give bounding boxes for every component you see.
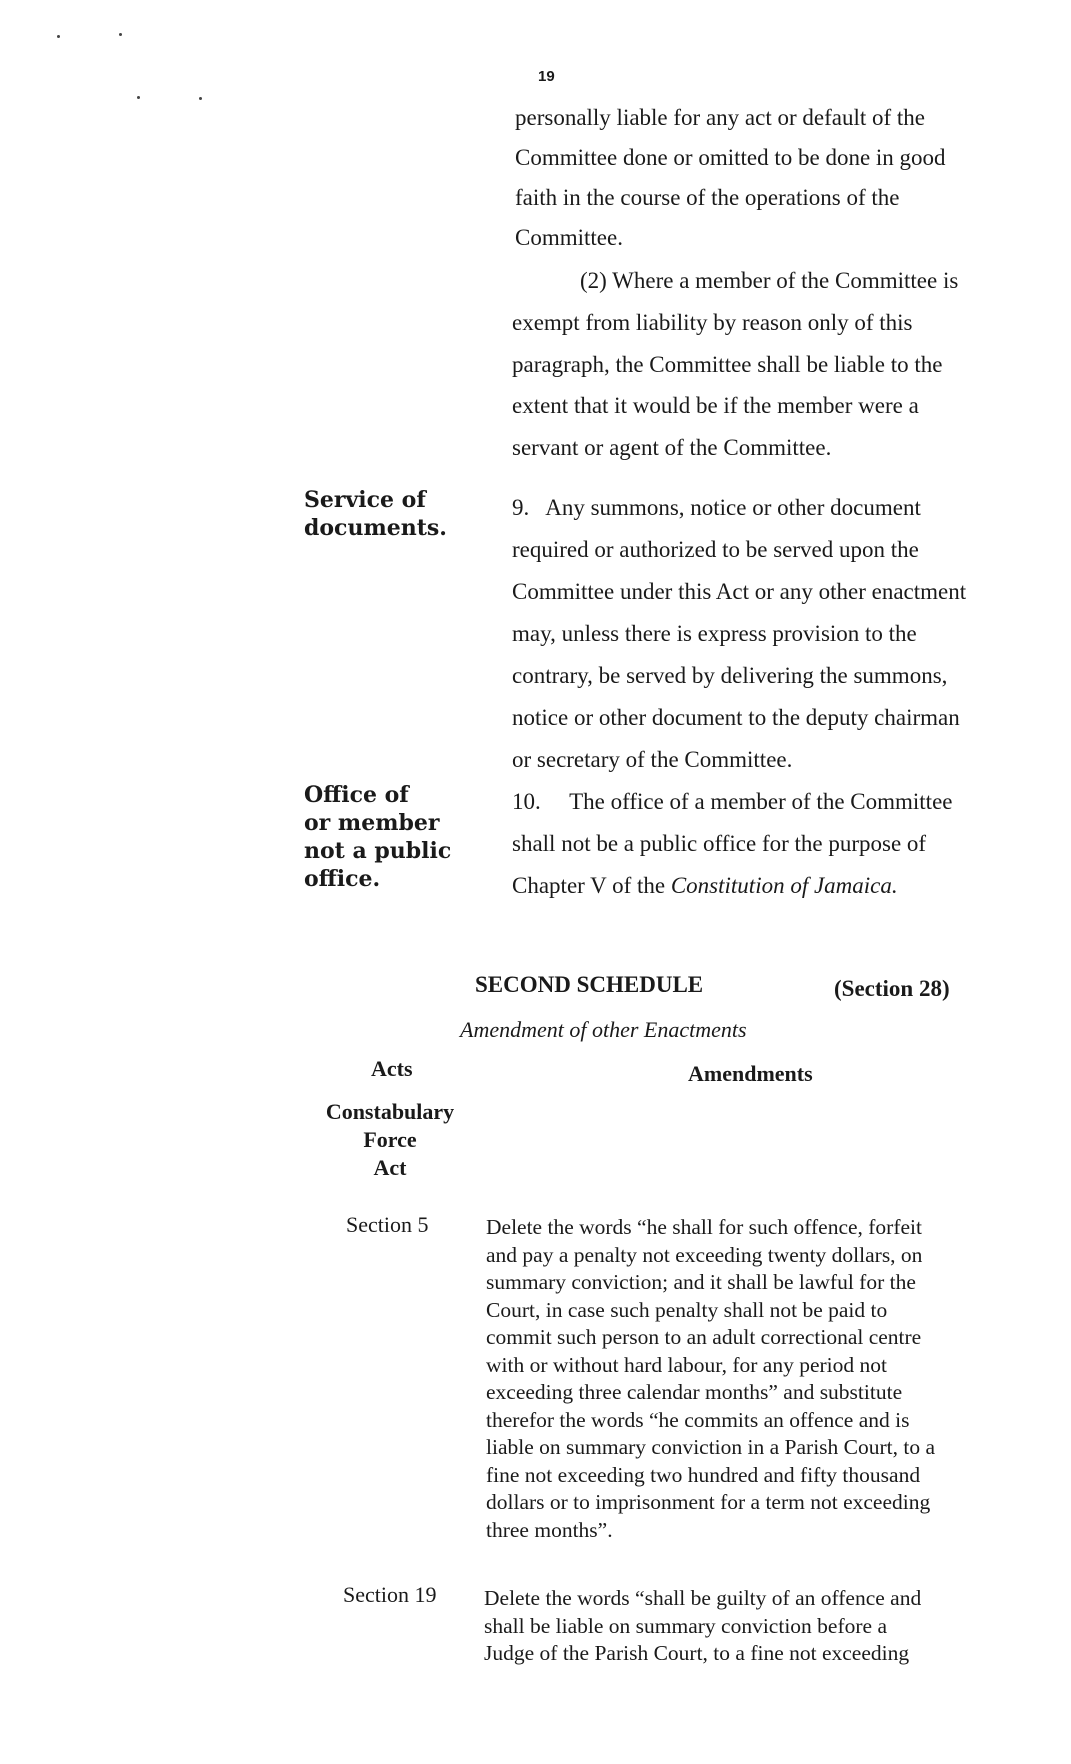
body-line: personally liable for any act or default of the (515, 105, 926, 130)
margin-note-line: Service of (304, 487, 426, 513)
body-line (512, 873, 898, 899)
amendment-line: shall be liable on summary conviction before a (484, 1613, 887, 1638)
act-name-line: Force (363, 1127, 417, 1152)
margin-note-line: office. (304, 866, 381, 892)
margin-note-line: Office of (304, 782, 409, 808)
amendment-line: fine not exceeding two hundred and fifty thousand (486, 1462, 921, 1487)
amendment-line: liable on summary conviction in a Parish Court, to a (486, 1435, 936, 1459)
scan-speck (57, 35, 60, 38)
amendment-line: with or without hard labour, for any period not (486, 1352, 887, 1377)
amendment-line: three months”. (486, 1517, 613, 1542)
page-number: 19 (538, 68, 555, 85)
body-line: paragraph, the Committee shall be liable to the (512, 352, 943, 377)
schedule-subtitle: Amendment of other Enactments (460, 1017, 747, 1042)
schedule-title: SECOND SCHEDULE (475, 972, 704, 997)
body-line: Committee done or omitted to be done in good (515, 145, 946, 170)
body-line: contrary, be served by delivering the summons, (512, 663, 948, 688)
paragraph-9-line: 9. Any summons, notice or other document (512, 495, 921, 520)
act-name-line: Constabulary (325, 1099, 455, 1124)
amendment-line: exceeding three calendar months” and substitute (486, 1380, 903, 1404)
column-header-acts: Acts (371, 1056, 413, 1081)
amendment-line: Judge of the Parish Court, to a fine not exceeding (484, 1641, 910, 1665)
paragraph-10-line: 10. The office of a member of the Committee (512, 789, 953, 814)
amendment-line: dollars or to imprisonment for a term not exceeding (486, 1490, 931, 1514)
body-line: Committee. (515, 225, 623, 250)
section-label: Section 5 (346, 1212, 429, 1237)
constitution-title: Constitution of Jamaica. (670, 873, 898, 898)
amendment-line: Court, in case such penalty shall not be paid to (486, 1297, 888, 1322)
body-line: shall not be a public office for the purpose of (512, 831, 927, 856)
amendment-line: Delete the words “shall be guilty of an offence and (484, 1586, 922, 1610)
column-header-amendments: Amendments (688, 1061, 813, 1086)
scan-speck (137, 96, 140, 99)
body-line: Committee under this Act or any other enactment (512, 579, 967, 604)
body-line: notice or other document to the deputy chairman (512, 705, 960, 730)
amendment-text (486, 1214, 1006, 1544)
scan-speck (119, 33, 122, 36)
amendment-text (484, 1585, 1004, 1668)
margin-note-line: not a public (304, 838, 452, 864)
body-line: exempt from liability by reason only of this (512, 310, 913, 335)
margin-note-office (304, 781, 454, 893)
body-line: may, unless there is express provision to the (512, 621, 917, 646)
amendment-line: and pay a penalty not exceeding twenty dollars, on (486, 1242, 923, 1267)
body-line: required or authorized to be served upon the (512, 537, 919, 562)
amendment-line: Delete the words “he shall for such offence, forfeit (486, 1215, 922, 1239)
schedule-section-ref: (Section 28) (834, 976, 950, 1001)
body-line: faith in the course of the operations of the (515, 185, 900, 210)
act-name-line: Act (373, 1155, 407, 1180)
amendment-line: therefor the words “he commits an offence and is (486, 1407, 910, 1432)
section-label: Section 19 (343, 1582, 437, 1607)
margin-note-service (304, 486, 454, 542)
margin-note-line: documents. (304, 515, 447, 541)
body-line: or secretary of the Committee. (512, 747, 793, 772)
amendment-line: commit such person to an adult correctional centre (486, 1325, 922, 1349)
body-line: (2) Where a member of the Committee is (580, 268, 959, 293)
act-name (310, 1098, 470, 1182)
amendment-line: summary conviction; and it shall be lawful for the (486, 1270, 916, 1294)
body-line: servant or agent of the Committee. (512, 435, 832, 460)
scan-speck (199, 97, 202, 100)
body-line: extent that it would be if the member were a (512, 393, 919, 418)
chapter-text: Chapter V of the (512, 873, 671, 898)
margin-note-line: or member (304, 810, 440, 836)
